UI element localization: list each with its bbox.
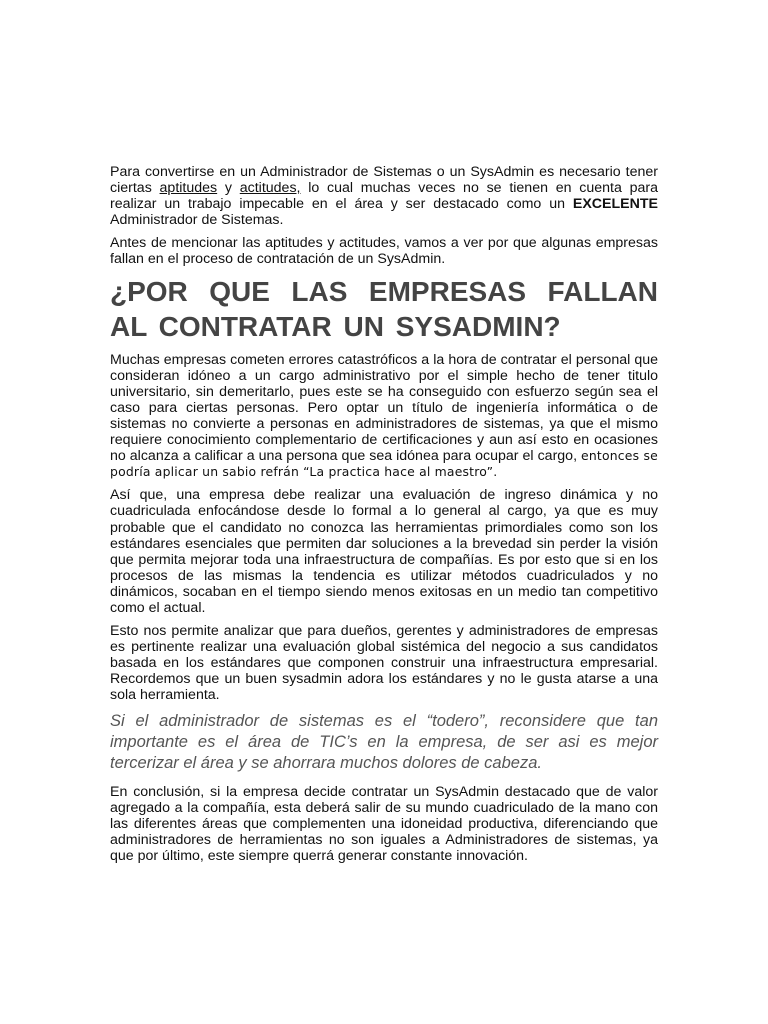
paragraph-errors [110,352,658,481]
highlight-quote [110,711,658,774]
paragraph-evaluation: Así que, una empresa debe realizar una evaluación de ingreso dinámica y no cuadriculada enfocándose desde lo formal a lo general al cargo, ya que es muy probable que el candidato no conozca las herramientas primordiales como son los estándares esenciales que permiten dar soluciones a la brevedad sin perder la visión que permita mejorar toda una infraestructura de compañías. Es por esto que si en los procesos de las mismas la tendencia es utilizar métodos cuadriculados y no dinámicos, socaban en el tiempo siendo menos exitosas en un medio tan competitivo como el actual. [110,487,658,616]
section-heading: ¿POR QUE LAS EMPRESAS FALLAN AL CONTRATAR UN SYSADMIN? [110,275,658,342]
intro-text-4: Administrador de Sistemas. [110,212,284,229]
aptitudes-link[interactable]: aptitudes [159,180,218,197]
excelente-bold: EXCELENTE [572,196,658,213]
intro-text-2: y [217,180,240,197]
paragraph-analysis: Esto nos permite analizar que para dueños, gerentes y administradores de empresas es pertinente realizar una evaluación global sistémica del negocio a sus candidatos basada en los estándares que componen construir una infraestructura empresarial. Recordemos que un buen sysadmin adora los estándares y no le gusta atarse a una sola herramienta. [110,623,658,704]
intro-paragraph [110,164,658,228]
intro-text-1: Para convertirse en un Administrador de Sistemas o un SysAdmin es necesario tener ciertas [110,164,658,197]
paragraph-errors-main: Muchas empresas cometen errores catastróficos a la hora de contratar el personal que consideran idóneo a un cargo administrativo por el simple hecho de tener titulo universitario, sin demeritarlo, pues este se ha conseguido con esfuerzo según sea el caso para ciertas personas. Pero optar un título de ingeniería informática o de sistemas no convierte a personas en administradores de sistemas, ya que el mismo requiere conocimiento complementario de certificaciones y aun así esto en ocasiones no alcanza a calificar a una persona que sea idónea para ocupar el cargo, [110,351,658,465]
paragraph-conclusion: En conclusión, si la empresa decide contratar un SysAdmin destacado que de valor agregado a la compañía, esta deberá salir de su mundo cuadriculado de la mano con las diferentes áreas que complementen una idoneidad productiva, diferenciando que administradores de herramientas no son iguales a Administradores de sistemas, ya que por último, este siempre querrá generar constante innovación. [110,783,658,864]
document-body [110,164,658,871]
quote-text-2: es mejor tercerizar el área y se ahorrara muchos dolores de cabeza. [110,732,658,772]
actitudes-link[interactable]: actitudes, [239,180,301,197]
quote-text-1: Si el administrador de sistemas es el “todero”, reconsidere que tan importante es el área de TIC’s en la empresa, de ser asi [110,711,658,751]
paragraph-errors-saying: entonces se podría aplicar un sabio refrán “La practica hace al maestro”. [110,448,658,480]
lead-in-paragraph: Antes de mencionar las aptitudes y actitudes, vamos a ver por que algunas empresas fallan en el proceso de contratación de un SysAdmin. [110,235,658,268]
intro-text-3: lo cual muchas veces no se tienen en cuenta para realizar un trabajo impecable en el área y ser destacado como un [110,180,659,213]
